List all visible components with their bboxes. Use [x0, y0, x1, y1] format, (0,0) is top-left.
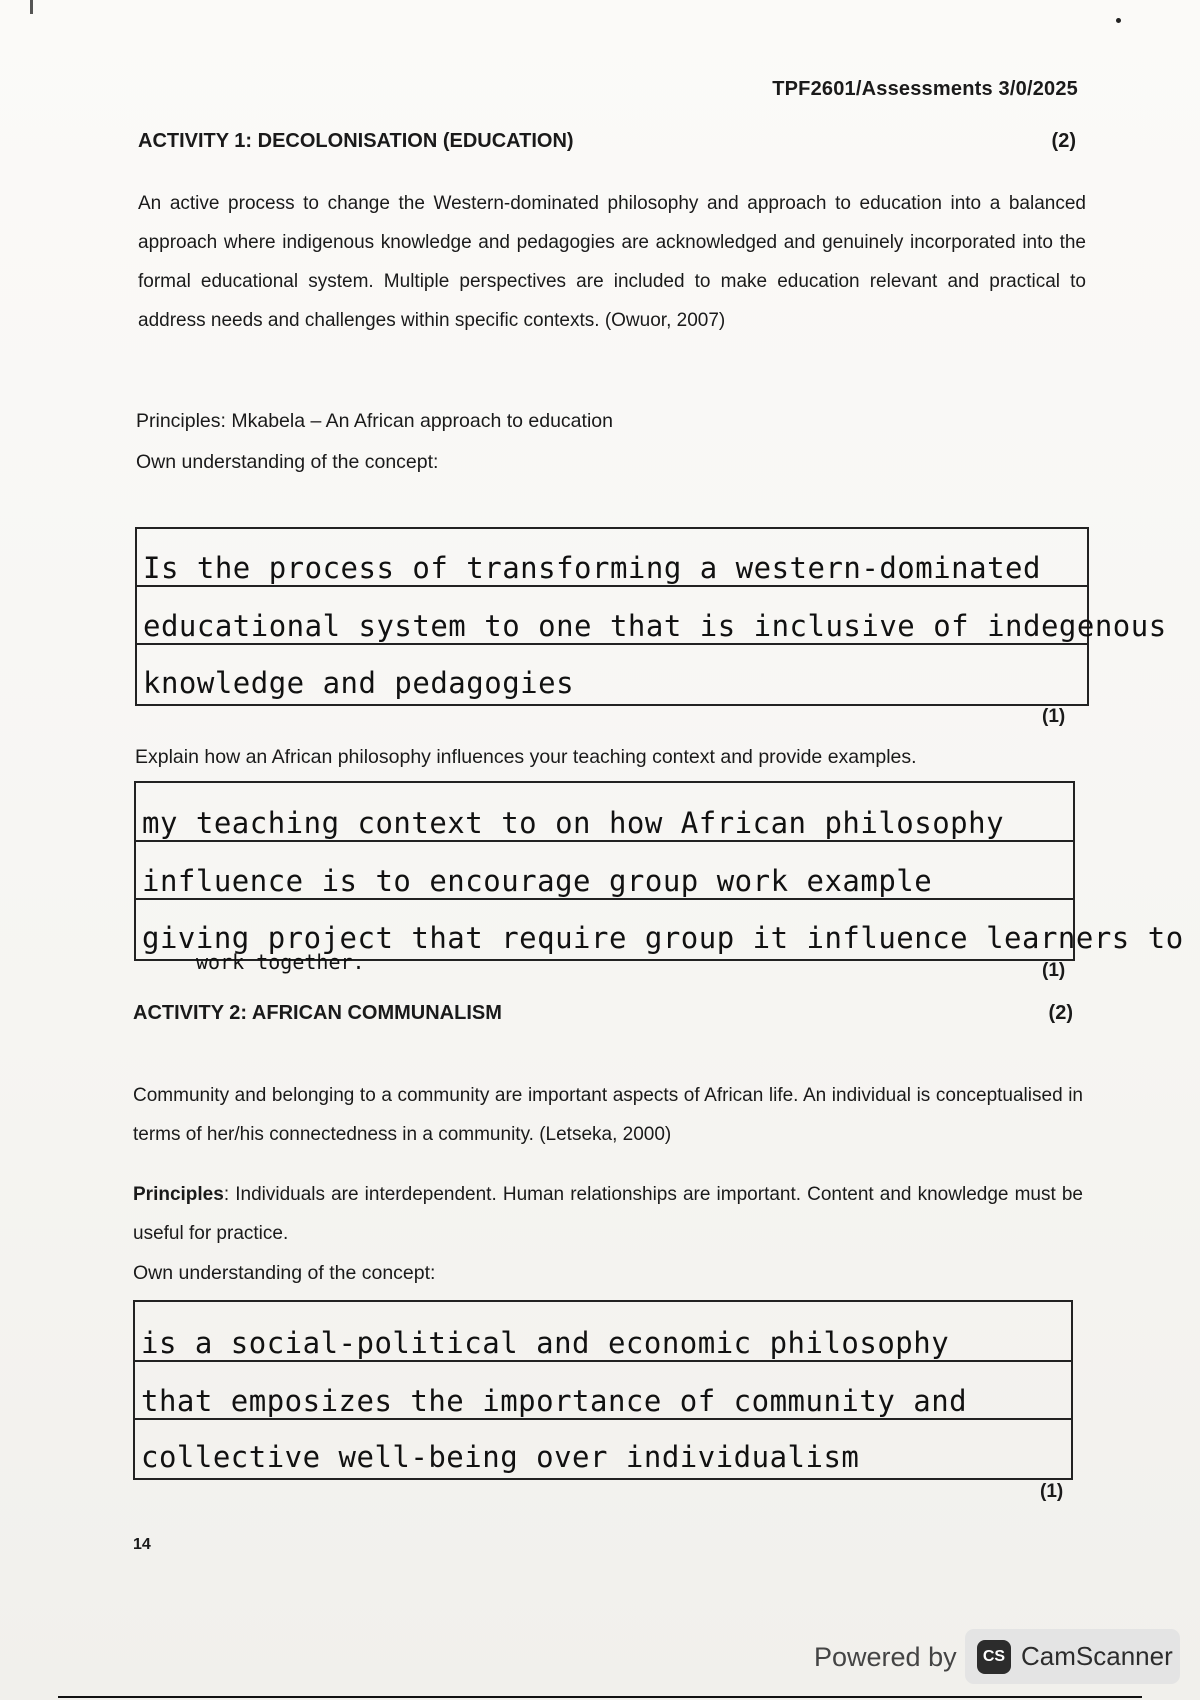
activity1-explain-box[interactable] — [134, 781, 1184, 961]
camscanner-brand-name: CamScanner — [1021, 1641, 1173, 1671]
activity1-answer-mark: (1) — [1042, 706, 1066, 727]
principles-label: Principles — [133, 1184, 224, 1205]
answer-line: knowledge and pedagogies — [143, 666, 575, 700]
camscanner-logo-icon: CS — [977, 1640, 1011, 1674]
answer-line: that emposizes the importance of community and — [135, 1362, 1071, 1420]
activity1-answer-box[interactable] — [135, 527, 1167, 706]
answer-line: influence is to encourage group work example — [136, 842, 1073, 900]
camscanner-badge[interactable] — [965, 1629, 1180, 1684]
footer-divider — [58, 1696, 1142, 1698]
page-number: 14 — [133, 1536, 151, 1553]
activity2-marks: (2) — [1048, 1002, 1073, 1024]
activity1-marks: (2) — [1051, 130, 1076, 152]
activity1-definition: An active process to change the Western-dominated philosophy and approach to education into a balanced approach where indigenous knowledge and pedagogies are acknowledged and genuinely incorporated into the formal educational system. Multiple perspectives are included to make education relevant and practical to address needs and challenges within specific contexts. (Owuor, 2007) — [138, 193, 1086, 331]
scan-edge-mark — [30, 0, 33, 14]
document-reference: TPF2601/Assessments 3/0/2025 — [772, 78, 1078, 100]
activity1-heading — [138, 130, 1076, 153]
answer-line: my teaching context to on how African philosophy — [136, 783, 1073, 842]
activity1-explain-mark: (1) — [1042, 960, 1066, 981]
activity2-answer-box[interactable] — [133, 1300, 1073, 1480]
activity1-own-understanding-prompt: Own understanding of the concept: — [136, 451, 439, 473]
answer-line: educational system to one that is inclusive of indegenous — [137, 587, 1087, 645]
principles-text: : Individuals are interdependent. Human relationships are important. Content and knowledge must be useful for practice. — [133, 1184, 1083, 1244]
activity2-title: ACTIVITY 2: AFRICAN COMMUNALISM — [133, 1002, 502, 1024]
activity2-own-understanding-prompt: Own understanding of the concept: — [133, 1262, 436, 1284]
activity1-principles: Principles: Mkabela – An African approach to education — [136, 410, 613, 432]
explain-overflow-text: work together. — [196, 950, 365, 974]
powered-by-text: Powered by — [814, 1642, 957, 1672]
answer-line: collective well-being over individualism — [141, 1440, 860, 1474]
activity2-answer-mark: (1) — [1040, 1481, 1064, 1502]
activity2-heading — [133, 1002, 1073, 1025]
activity1-title: ACTIVITY 1: DECOLONISATION (EDUCATION) — [138, 130, 574, 152]
answer-line: is a social-political and economic philosophy — [135, 1302, 1071, 1362]
answer-line: Is the process of transforming a western-dominated — [137, 529, 1087, 587]
activity2-principles — [133, 1175, 1083, 1253]
scan-dot — [1116, 18, 1121, 23]
activity2-definition: Community and belonging to a community are important aspects of African life. An individual is conceptualised in terms of her/his connectedness in a community. (Letseka, 2000) — [133, 1085, 1083, 1145]
activity1-explain-prompt: Explain how an African philosophy influences your teaching context and provide examples. — [135, 746, 917, 768]
answer-line: giving project that require group it influence learners to — [142, 921, 1184, 955]
